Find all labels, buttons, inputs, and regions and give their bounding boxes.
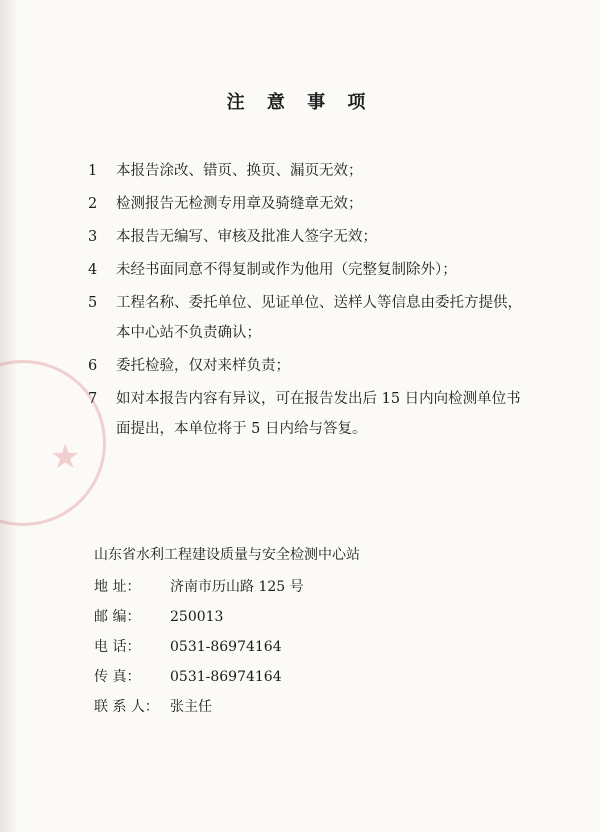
notice-number: 7 xyxy=(88,391,98,407)
contact-person-row xyxy=(94,692,534,722)
fax-label: 传 真： xyxy=(94,669,141,685)
notice-number: 5 xyxy=(88,295,98,311)
notice-text: 本报告无编写、审核及批准人签字无效； xyxy=(116,229,377,245)
notice-item-6 xyxy=(88,351,568,381)
notice-text: 本报告涂改、错页、换页、漏页无效； xyxy=(116,163,363,179)
postcode-value: 250013 xyxy=(170,609,224,625)
contact-block xyxy=(94,540,534,722)
notice-text-continued: 面提出，本单位将于 5 日内给与答复。 xyxy=(116,421,367,437)
address-value: 济南市历山路 125 号 xyxy=(170,579,304,595)
phone-label: 电 话： xyxy=(94,639,141,655)
fax-row xyxy=(94,662,534,692)
notice-text: 检测报告无检测专用章及骑缝章无效； xyxy=(116,196,363,212)
page-title: 注 意 事 项 xyxy=(226,92,374,113)
notice-item-1 xyxy=(88,156,568,186)
notice-text: 工程名称、委托单位、见证单位、送样人等信息由委托方提供， xyxy=(116,295,522,311)
notice-text-continued: 本中心站不负责确认； xyxy=(116,325,261,341)
address-row xyxy=(94,572,534,602)
organization-name: 山东省水利工程建设质量与安全检测中心站 xyxy=(94,547,360,563)
seal-star-icon: ★ xyxy=(50,437,81,477)
notice-number: 1 xyxy=(88,163,98,179)
notice-number: 4 xyxy=(88,262,98,278)
notice-item-4 xyxy=(88,255,568,285)
notice-text: 委托检验，仅对来样负责； xyxy=(116,358,290,374)
notice-item-5 xyxy=(88,288,568,348)
notice-number: 2 xyxy=(88,196,98,212)
postcode-label: 邮 编： xyxy=(94,609,141,625)
notice-item-3 xyxy=(88,222,568,252)
notice-text: 如对本报告内容有异议，可在报告发出后 15 日内向检测单位书 xyxy=(116,391,521,407)
notice-item-7 xyxy=(88,384,568,444)
contact-person-label: 联 系 人： xyxy=(94,699,159,715)
fax-value: 0531-86974164 xyxy=(170,669,282,685)
notice-item-2 xyxy=(88,189,568,219)
notice-list xyxy=(88,156,568,447)
notice-number: 6 xyxy=(88,358,98,374)
notice-number: 3 xyxy=(88,229,98,245)
phone-row xyxy=(94,632,534,662)
contact-person-value: 张主任 xyxy=(170,699,212,715)
postcode-row xyxy=(94,602,534,632)
address-label: 地 址： xyxy=(94,579,141,595)
phone-value: 0531-86974164 xyxy=(170,639,282,655)
notice-text: 未经书面同意不得复制或作为他用（完整复制除外）； xyxy=(116,262,457,278)
